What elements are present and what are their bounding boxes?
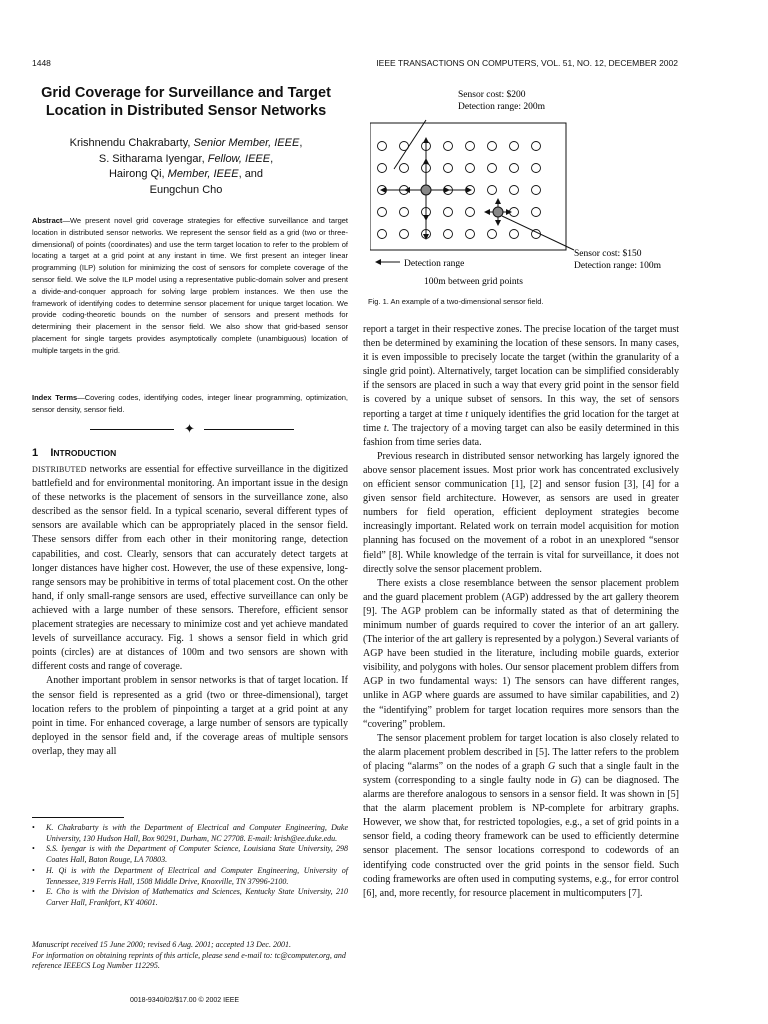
label-grid-spacing: 100m between grid points — [424, 277, 523, 287]
grid-point — [400, 164, 409, 173]
grid-point — [532, 208, 541, 217]
grid-point — [466, 208, 475, 217]
paragraph-text: such that a single fault in the system (corresponding to a single faulty node in — [363, 760, 679, 786]
footnote-rule — [32, 817, 124, 818]
abstract-label: Abstract — [32, 216, 63, 225]
grid-point — [510, 164, 519, 173]
footnote-item — [32, 887, 348, 908]
paper-title — [32, 84, 340, 120]
title-line-2: Location in Distributed Sensor Networks — [45, 103, 327, 119]
footnote-text: H. Qi is with the Department of Electrical and Computer Engineering, University of Tennessee, 319 Ferris Hall, 1508 Middle Drive, Knoxville, TN 37996-2100. — [46, 865, 348, 886]
grid-point — [466, 142, 475, 151]
author-line — [32, 183, 340, 199]
grid-point — [400, 230, 409, 239]
author-name: S. Sitharama Iyengar — [98, 152, 202, 165]
author-role: Fellow, IEEE — [207, 152, 271, 165]
label-top-cost: Sensor cost: $200 — [458, 90, 526, 100]
paragraph: Previous research in distributed sensor networking has largely ignored the above sensor placement issues. Most prior work has concentrated exclusively on efficient sensor communication [1], [2] and sensor fusion [3], [4] for a given sensor field architecture. However, as sensors are used in greater numbers for field operation, efficient deployment strategies become increasingly important. Related work on terrain model acquisition for motion planning has focused on the movement of a robot in an unexplored “sensor field” [8]. While knowledge of the terrain is vital for surveillance, it does not directly solve the sensor placement problem. — [363, 450, 679, 575]
diamond-icon: ✦ — [184, 421, 195, 436]
paragraph: Another important problem in sensor networks is that of target location. If the sensor field is represented as a grid (two or three-dimensional), target location refers to the problem of pinpointing a target at a grid point at any point in time. For enhanced coverage, a large number of sensors are typically deployed in the sensor field and, if the coverage areas of multiple sensors overlap, they may all — [32, 675, 348, 757]
section-heading — [32, 447, 116, 459]
paragraph — [32, 463, 348, 674]
math-var: t — [383, 422, 387, 434]
paragraph — [363, 732, 679, 901]
paragraph-text: . The trajectory of a moving target can also be easily determined in this fashion from time series data. — [363, 422, 679, 448]
title-line-1: Grid Coverage for Surveillance and Target — [41, 85, 331, 101]
grid-point — [378, 230, 387, 239]
author-line: Hairong Qi, Member, IEEE, and — [108, 168, 264, 180]
abstract — [32, 215, 348, 357]
footnote-item — [32, 844, 348, 865]
grid-point — [400, 208, 409, 217]
paragraph-text: report a target in their respective zones. The precise location of the target must then be determined by examining the location of these sensors. In many cases, it is even impossible to precisely locate the target (within the granularity of a single grid point). Alternatively, target location can be simplified considerably if the sensors are placed in such a way that every grid point in the sensor field is covered by a unique subset of sensors. In this way, the set of sensors reporting a target at time — [363, 324, 679, 420]
footnote-text: E. Cho is with the Division of Mathematics and Sciences, Kentucky State University, 210 Carver Hall, Frankfort, KY 40601. — [46, 887, 348, 907]
author-role: Senior Member, IEEE — [193, 137, 300, 149]
grid-point — [466, 164, 475, 173]
grid-point — [466, 230, 475, 239]
journal-header: IEEE TRANSACTIONS ON COMPUTERS, VOL. 51, NO. 12, DECEMBER 2002 — [376, 58, 678, 68]
grid-point — [444, 208, 453, 217]
footnotes — [32, 823, 348, 909]
author-name: Krishnendu Chakrabarty — [69, 137, 188, 149]
grid-point — [378, 208, 387, 217]
label-top-range: Detection range: 200m — [458, 102, 546, 112]
grid-point — [444, 230, 453, 239]
bullet-icon: • — [32, 865, 35, 875]
sensor-200 — [421, 185, 431, 195]
paragraph-text: uniquely identifies the grid location for the target at time — [363, 408, 680, 434]
grid-point — [510, 142, 519, 151]
divider-left — [90, 429, 174, 430]
bullet-icon: • — [32, 887, 35, 897]
grid-point — [444, 164, 453, 173]
label-right-cost: Sensor cost: $150 — [574, 249, 642, 259]
paragraph-text: The sensor placement problem for target location is also closely related to the alarm placement problem described in [5]. The latter refers to the problem of placing “alarms” on the nodes of a graph — [363, 732, 679, 772]
bullet-icon: • — [32, 844, 35, 854]
paragraph: There exists a close resemblance between the sensor placement problem and the guard placement problem (AGP) addressed by the art gallery theorem [9]. The AGP problem can be informally stated as that of determining the minimum number of guards required to cover the interior of an art gallery. (The interior of the art gallery is represented by a polygon.) Several variants of AGP have been studied in the literature, including mobile guards, exterior visibility, and polygons with holes. Our sensor placement problem differs from AGP in two fundamental ways: 1) The sensors can have different ranges, unlike in AGP where guards are assumed to have similar capabilities, and 2) the “identifying” problem for target location requires more sensors than the “covering” problem. — [363, 577, 679, 730]
left-column-body — [32, 463, 348, 759]
section-title-rest: NTRODUCTION — [53, 448, 117, 458]
sensor-150 — [493, 207, 503, 217]
lead-word: DISTRIBUTED — [32, 465, 87, 474]
grid-point — [378, 142, 387, 151]
author-name: Eungchun Cho — [149, 183, 223, 196]
author-line: S. Sitharama Iyengar, Fellow, IEEE, — [98, 152, 274, 165]
section-number: 1 — [32, 447, 39, 459]
paragraph — [363, 323, 679, 450]
footnote-item — [32, 866, 348, 887]
author-name: Hairong Qi — [108, 168, 162, 180]
footnote-item — [32, 823, 348, 844]
page-number: 1448 — [32, 58, 51, 68]
grid-point — [532, 142, 541, 151]
grid-point — [488, 230, 497, 239]
leader-line-top — [394, 120, 426, 169]
footnote-text: S.S. Iyengar is with the Department of Computer Science, Louisiana State University, 298 Coates Hall, Baton Rouge, LA 70803. — [46, 844, 348, 865]
footnote-text: K. Chakrabarty is with the Department of Electrical and Computer Engineering, Duke University, 130 Hudson Hall, Box 90291, Durham, NC 27708. E-mail: krish@ee.duke.edu. — [46, 823, 348, 843]
index-terms-text: —Covering codes, identifying codes, integer linear programming, optimization, sensor density, sensor field. — [32, 393, 348, 414]
math-var: G — [547, 760, 556, 772]
index-terms-label: Index Terms — [32, 393, 78, 402]
grid-point — [510, 186, 519, 195]
grid-point — [510, 230, 519, 239]
grid-point — [488, 164, 497, 173]
section-title-initial: I — [50, 447, 54, 459]
divider-right — [204, 429, 294, 430]
grid-point — [444, 142, 453, 151]
math-var: t — [465, 408, 469, 420]
reprint-info: For information on obtaining reprints of this article, please send e-mail to: tc@computer.org, and reference IEEECS Log Number 112295. — [32, 950, 346, 971]
math-var: G — [570, 775, 578, 786]
grid-point — [378, 164, 387, 173]
bullet-icon: • — [32, 823, 35, 832]
right-column-body — [363, 323, 679, 901]
index-terms — [32, 392, 348, 416]
grid-point — [532, 164, 541, 173]
label-right-range: Detection range: 100m — [574, 261, 662, 271]
author-line: Krishnendu Chakrabarty, Senior Member, IEEE, — [69, 137, 303, 149]
author-list — [32, 136, 340, 198]
paragraph-text: ) can be diagnosed. The alarms are therefore analogous to sensors in a sensor field. It was shown in [5] that the alarm placement problem is NP-complete for arbitrary graphs. However, we show that, for restricted topologies, e.g., a set of grid points in a sensor field, a coding theory framework can be used to efficiently determine sensor placement. The sensor locations correspond to codewords of an identifying code constructed over the grid points in the sensor field. Such coding frameworks are often used in computing systems, e.g., for error control [6], and, more recently, for resource placement in multicomputers [7]. — [363, 775, 679, 899]
abstract-text: —We present novel grid coverage strategies for effective surveillance and target location in distributed sensor networks. We represent the sensor field as a grid (two or three-dimensional) of points (coordinates) and use the term target location to refer to the problem of locating a target at a grid point at any instant in time. We first present an integer linear programming (ILP) solution for minimizing the cost of sensors for complete coverage of the sensor field. We solve the ILP model using a representative public-domain solver and present a divide-and-conquer approach for solving large problem instances. We then use the framework of identifying codes to determine sensor placement for unique target location. We provide coding-theoretic bounds on the number of sensors and present methods for determining their placement in the sensor field. We also show that grid-based sensor placement for single targets provides asymptotically complete (unambiguous) location of multiple targets in the grid. — [32, 216, 348, 355]
grid-point — [532, 186, 541, 195]
label-detection-range: Detection range — [404, 259, 465, 269]
manuscript-received: Manuscript received 15 June 2000; revised 6 Aug. 2001; accepted 13 Dec. 2001. — [32, 940, 291, 949]
figure-caption: Fig. 1. An example of a two-dimensional sensor field. — [368, 297, 544, 306]
issn-line: 0018-9340/02/$17.00 © 2002 IEEE — [130, 997, 240, 1004]
grid-point — [488, 142, 497, 151]
grid-point — [488, 186, 497, 195]
sensor-field-figure — [370, 80, 688, 292]
author-role: Member, IEEE — [167, 168, 239, 180]
paragraph-text: networks are essential for effective surveillance in the digitized battlefield and for environmental monitoring. An important issue in the design of these networks is the placement of sensors in the surveillance zone, also described as the sensor field. In a typical scenario, several different types of sensors are available which can be appropriately placed in the sensor field. These sensors differ from each other in their monitoring range, detection capabilities, and cost. Clearly, sensors that can accurately detect targets at longer distances have higher cost. However, the use of these expensive, long-range sensors may be prohibitive in terms of total placement cost. On the other hand, if only small-range sensors are used, effective surveillance can only be achieved with a large number of these sensors. Therefore, efficient sensor placement strategies are necessary to minimize cost and yet achieve mandated levels of surveillance accuracy. Fig. 1 shows a sensor field in which grid points (circles) are at distances of 100m and two sensors are shown with different costs and range of coverage. — [32, 464, 348, 673]
manuscript-info — [32, 940, 348, 972]
